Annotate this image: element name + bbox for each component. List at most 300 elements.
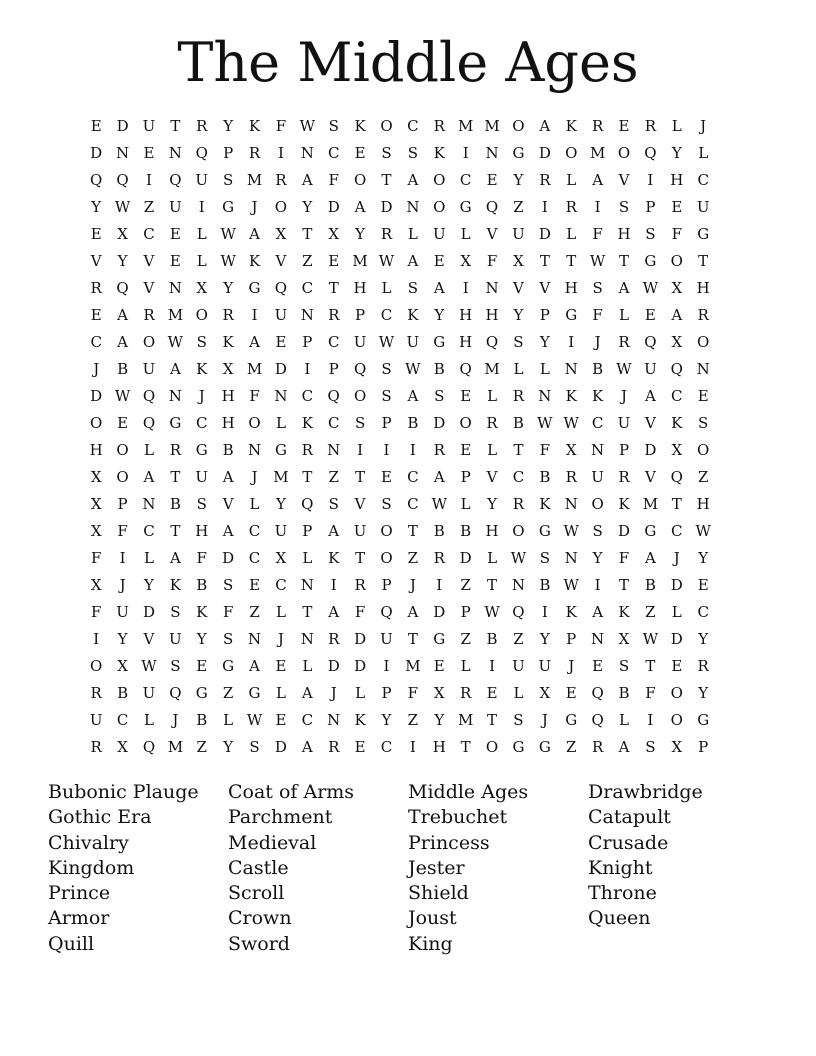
grid-letter: Z (460, 575, 471, 594)
grid-letter: W (220, 224, 236, 243)
grid-letter: B (196, 575, 208, 594)
grid-letter: N (142, 494, 156, 513)
grid-letter: F (645, 683, 656, 702)
grid-letter: J (198, 386, 205, 405)
grid-letter: B (222, 440, 234, 459)
grid-letter: F (592, 224, 603, 243)
grid-letter: Q (591, 683, 604, 702)
word-list-item: Catapult (588, 806, 671, 829)
grid-letter: N (564, 359, 578, 378)
grid-letter: L (302, 656, 313, 675)
grid-letter: M (352, 251, 368, 270)
grid-letter: B (433, 521, 445, 540)
grid-letter: H (696, 494, 710, 513)
grid-letter: W (642, 278, 659, 297)
grid-letter: E (697, 575, 709, 594)
grid-letter: T (302, 602, 313, 621)
grid-letter: L (566, 170, 577, 189)
grid-letter: R (248, 143, 261, 162)
grid-letter: Q (670, 467, 683, 486)
grid-letter: U (142, 116, 156, 135)
word-list-item: Middle Ages (408, 781, 529, 803)
grid-letter: L (143, 440, 154, 459)
grid-letter: W (246, 710, 263, 729)
grid-letter: G (433, 629, 446, 648)
grid-letter: V (90, 251, 102, 270)
grid-letter: A (328, 521, 340, 540)
grid-letter: Y (223, 278, 234, 297)
grid-letter: X (117, 224, 128, 243)
grid-letter: B (407, 413, 419, 432)
grid-letter: A (407, 170, 419, 189)
grid-letter: N (591, 440, 605, 459)
grid-letter: S (170, 602, 181, 621)
grid-letter: S (381, 386, 392, 405)
grid-letter: G (459, 197, 472, 216)
grid-letter: C (671, 386, 683, 405)
grid-letter: E (460, 440, 472, 459)
grid-letter: R (328, 629, 340, 648)
grid-letter: Y (671, 143, 682, 162)
grid-letter: J (621, 386, 628, 405)
grid-letter: Y (513, 305, 524, 324)
grid-letter: O (353, 170, 367, 189)
grid-letter: X (117, 656, 128, 675)
grid-letter: S (513, 332, 524, 351)
grid-letter: L (143, 548, 154, 567)
grid-letter: X (90, 494, 102, 513)
grid-letter: Y (223, 116, 234, 135)
grid-letter: L (619, 710, 629, 729)
grid-letter: M (589, 143, 606, 162)
grid-letter: G (248, 683, 261, 702)
grid-letter: B (618, 683, 630, 702)
grid-letter: J (277, 629, 284, 648)
grid-letter: X (460, 251, 471, 270)
grid-letter: X (222, 359, 234, 378)
word-list (48, 780, 768, 957)
grid-letter: R (565, 467, 577, 486)
grid-letter: V (644, 467, 656, 486)
grid-letter: P (618, 440, 630, 459)
grid-letter: D (670, 575, 683, 594)
grid-letter: E (117, 413, 129, 432)
grid-letter: C (116, 710, 129, 729)
word-list-item: Prince (48, 882, 111, 905)
grid-letter: S (698, 413, 709, 432)
grid-letter: E (644, 305, 656, 324)
grid-letter: A (407, 251, 419, 270)
grid-letter: Y (539, 629, 550, 648)
grid-letter: U (142, 359, 156, 378)
grid-letter: N (327, 440, 341, 459)
grid-letter: R (354, 575, 366, 594)
grid-letter: Y (592, 548, 603, 567)
grid-letter: P (460, 602, 471, 621)
grid-letter: I (330, 575, 337, 594)
grid-letter: E (486, 170, 498, 189)
grid-letter: Y (196, 629, 207, 648)
grid-letter: L (196, 251, 207, 270)
grid-letter: S (223, 629, 234, 648)
grid-letter: E (592, 656, 604, 675)
grid-letter: I (647, 170, 654, 189)
grid-letter: G (538, 521, 551, 540)
grid-letter: W (616, 359, 632, 378)
grid-letter: S (381, 143, 392, 162)
grid-letter: K (222, 332, 234, 351)
grid-letter: N (406, 197, 420, 216)
grid-letter: O (512, 521, 525, 540)
grid-letter: V (143, 251, 155, 270)
grid-letter: R (169, 440, 182, 459)
grid-letter: B (117, 359, 129, 378)
word-list-item: Throne (588, 882, 657, 905)
grid-letter: W (563, 413, 579, 432)
grid-letter: K (248, 116, 261, 135)
grid-letter: C (143, 224, 155, 243)
grid-letter: L (196, 224, 207, 243)
grid-letter: Y (487, 494, 497, 513)
grid-letter: A (539, 116, 551, 135)
grid-letter: E (169, 251, 181, 270)
grid-letter: C (407, 494, 419, 513)
grid-letter: M (405, 656, 421, 675)
grid-letter: T (487, 575, 498, 594)
grid-letter: Y (434, 710, 445, 729)
grid-letter: A (301, 170, 313, 189)
grid-letter: I (541, 602, 548, 621)
grid-letter: O (274, 197, 288, 216)
grid-letter: Q (644, 143, 657, 162)
grid-letter: K (618, 494, 630, 513)
grid-letter: Z (513, 197, 524, 216)
grid-letter: C (248, 521, 261, 540)
grid-letter: H (353, 278, 367, 297)
word-list-item: Kingdom (48, 856, 135, 879)
word-list-item: Jester (408, 856, 465, 879)
grid-letter: V (275, 251, 287, 270)
grid-letter: M (457, 710, 474, 729)
grid-letter: A (433, 278, 445, 297)
grid-letter: I (541, 197, 548, 216)
grid-letter: U (169, 629, 182, 648)
grid-letter: Z (645, 602, 656, 621)
grid-letter: H (564, 278, 578, 297)
grid-letter: P (328, 359, 339, 378)
grid-letter: C (301, 386, 314, 405)
grid-letter: Q (327, 386, 340, 405)
grid-letter: K (592, 386, 604, 405)
grid-letter: I (647, 710, 654, 729)
grid-letter: C (407, 467, 419, 486)
grid-letter: S (618, 197, 630, 216)
grid-letter: N (591, 629, 605, 648)
grid-letter: N (300, 629, 314, 648)
grid-letter: W (510, 548, 527, 567)
grid-letter: I (146, 170, 152, 189)
grid-letter: O (116, 440, 129, 459)
grid-letter: O (670, 683, 683, 702)
grid-letter: W (220, 251, 236, 270)
grid-letter: L (460, 494, 471, 513)
grid-letter: S (223, 170, 234, 189)
grid-letter: R (143, 305, 155, 324)
grid-letter: V (513, 278, 524, 297)
grid-letter: L (487, 386, 498, 405)
grid-letter: F (275, 116, 287, 135)
grid-letter: E (354, 143, 366, 162)
grid-letter: N (168, 386, 182, 405)
grid-letter: F (328, 170, 339, 189)
grid-letter: N (511, 575, 525, 594)
grid-letter: E (275, 710, 287, 729)
grid-letter: E (486, 683, 498, 702)
grid-letter: Q (169, 170, 182, 189)
grid-letter: U (274, 521, 288, 540)
grid-letter: W (537, 413, 553, 432)
grid-letter: P (566, 629, 577, 648)
grid-letter: I (357, 440, 364, 459)
grid-letter: T (355, 548, 366, 567)
grid-letter: R (196, 116, 208, 135)
grid-letter: X (90, 575, 102, 594)
grid-letter: Z (697, 467, 709, 486)
grid-letter: H (432, 737, 446, 756)
grid-letter: O (433, 197, 446, 216)
grid-letter: C (275, 575, 287, 594)
grid-letter: M (273, 467, 289, 486)
word-list-item: Coat of Arms (228, 781, 355, 803)
grid-letter: L (671, 116, 682, 135)
grid-letter: U (169, 197, 182, 216)
grid-letter: S (196, 332, 207, 351)
grid-letter: N (300, 575, 314, 594)
grid-letter: U (617, 413, 631, 432)
grid-letter: T (671, 494, 682, 513)
grid-letter: W (114, 386, 131, 405)
grid-letter: A (249, 656, 260, 675)
grid-letter: G (222, 656, 235, 675)
grid-letter: D (274, 359, 287, 378)
grid-letter: Q (644, 332, 657, 351)
grid-letter: E (143, 143, 155, 162)
grid-letter: I (277, 143, 284, 162)
grid-letter: C (301, 710, 314, 729)
grid-letter: C (407, 116, 419, 135)
grid-letter: R (433, 116, 445, 135)
grid-letter: T (619, 575, 630, 594)
grid-letter: G (644, 521, 657, 540)
word-list-item: Knight (588, 856, 653, 879)
letter-grid (83, 112, 743, 760)
grid-letter: Z (249, 602, 260, 621)
grid-letter: Q (116, 278, 129, 297)
grid-letter: K (407, 305, 419, 324)
grid-letter: P (539, 305, 550, 324)
grid-letter: U (116, 602, 129, 621)
grid-letter: Y (539, 332, 550, 351)
grid-letter: C (327, 143, 340, 162)
grid-letter: Z (302, 251, 313, 270)
grid-letter: Q (380, 602, 393, 621)
grid-letter: T (381, 170, 392, 189)
grid-letter: C (697, 170, 709, 189)
grid-letter: R (591, 737, 604, 756)
grid-letter: O (670, 710, 683, 729)
grid-letter: I (409, 440, 416, 459)
word-list-item: Quill (48, 932, 95, 955)
grid-letter: I (409, 737, 416, 756)
grid-letter: L (275, 413, 286, 432)
grid-letter: V (222, 494, 234, 513)
grid-letter: F (117, 521, 128, 540)
grid-letter: O (90, 413, 103, 432)
grid-letter: F (618, 548, 630, 567)
grid-letter: A (117, 305, 128, 324)
grid-letter: N (327, 710, 341, 729)
grid-letter: Q (142, 386, 156, 405)
grid-letter: T (407, 521, 418, 540)
grid-letter: F (90, 548, 102, 567)
grid-letter: Z (513, 629, 524, 648)
grid-letter: J (172, 710, 179, 729)
grid-letter: T (170, 116, 181, 135)
grid-letter: S (592, 521, 603, 540)
grid-letter: B (539, 467, 551, 486)
grid-letter: K (565, 116, 577, 135)
grid-letter: I (251, 305, 258, 324)
grid-letter: S (328, 116, 339, 135)
grid-letter: E (90, 116, 102, 135)
grid-letter: F (486, 251, 498, 270)
grid-letter: Z (222, 683, 234, 702)
word-list-item: Castle (228, 856, 289, 879)
grid-letter: D (354, 629, 367, 648)
grid-letter: U (644, 359, 657, 378)
grid-letter: V (354, 494, 366, 513)
grid-letter: X (433, 683, 445, 702)
grid-letter: F (354, 602, 366, 621)
grid-letter: D (644, 440, 657, 459)
grid-letter: L (407, 224, 418, 243)
grid-letter: T (487, 710, 498, 729)
grid-letter: L (698, 143, 709, 162)
grid-letter: E (90, 305, 102, 324)
grid-letter: T (328, 278, 339, 297)
grid-letter: P (117, 494, 128, 513)
grid-letter: K (539, 494, 551, 513)
grid-letter: H (459, 332, 473, 351)
grid-letter: X (671, 737, 683, 756)
grid-letter: G (195, 440, 208, 459)
grid-letter: W (589, 251, 606, 270)
grid-letter: W (299, 116, 316, 135)
grid-letter: L (566, 224, 577, 243)
grid-letter: R (591, 116, 604, 135)
grid-letter: K (565, 386, 577, 405)
grid-letter: V (486, 224, 498, 243)
grid-letter: R (433, 548, 445, 567)
grid-letter: I (436, 575, 443, 594)
grid-letter: C (459, 170, 472, 189)
grid-letter: G (538, 737, 551, 756)
grid-letter: B (117, 683, 129, 702)
grid-letter: W (642, 629, 659, 648)
grid-letter: X (90, 467, 102, 486)
grid-letter: N (485, 143, 499, 162)
grid-letter: L (487, 548, 498, 567)
word-list-item: Shield (408, 882, 469, 905)
grid-letter: L (460, 224, 471, 243)
grid-letter: G (248, 278, 261, 297)
grid-letter: N (564, 494, 578, 513)
grid-letter: X (117, 737, 128, 756)
grid-letter: A (301, 737, 313, 756)
grid-letter: T (460, 737, 471, 756)
word-list-item: Armor (48, 907, 110, 930)
grid-letter: D (222, 548, 235, 567)
grid-letter: R (301, 440, 313, 459)
grid-letter: E (671, 197, 683, 216)
grid-letter: H (459, 305, 473, 324)
grid-letter: G (512, 143, 525, 162)
grid-letter: M (246, 359, 263, 378)
grid-letter: C (512, 467, 525, 486)
grid-letter: Y (91, 197, 102, 216)
grid-letter: Y (117, 629, 128, 648)
grid-letter: F (671, 224, 682, 243)
grid-letter: A (301, 683, 313, 702)
word-list-item: Princess (408, 831, 490, 854)
grid-letter: W (378, 251, 395, 270)
grid-letter: A (354, 197, 366, 216)
grid-letter: A (249, 224, 260, 243)
grid-letter: K (671, 413, 683, 432)
grid-letter: Z (196, 737, 207, 756)
grid-letter: K (565, 602, 577, 621)
grid-letter: R (90, 737, 102, 756)
grid-letter: I (383, 656, 390, 675)
word-list-item: Crusade (588, 831, 669, 854)
grid-letter: O (565, 143, 578, 162)
grid-letter: Q (485, 197, 499, 216)
grid-letter: Y (223, 737, 234, 756)
grid-letter: B (433, 359, 445, 378)
grid-letter: L (460, 656, 471, 675)
grid-letter: A (618, 737, 630, 756)
word-list-item: Chivalry (48, 831, 129, 854)
grid-letter: M (642, 494, 659, 513)
grid-letter: G (222, 197, 235, 216)
grid-letter: J (409, 575, 416, 594)
grid-letter: S (328, 494, 339, 513)
grid-letter: Y (302, 197, 313, 216)
word-list-item: King (408, 932, 453, 955)
grid-letter: M (167, 305, 184, 324)
grid-letter: C (248, 548, 261, 567)
grid-letter: P (460, 467, 471, 486)
grid-letter: S (249, 737, 260, 756)
grid-letter: T (513, 440, 524, 459)
grid-letter: O (512, 116, 525, 135)
grid-letter: B (169, 494, 181, 513)
grid-letter: L (513, 359, 524, 378)
grid-letter: G (433, 332, 446, 351)
grid-letter: Q (142, 413, 156, 432)
grid-letter: N (300, 305, 314, 324)
grid-letter: C (327, 332, 340, 351)
